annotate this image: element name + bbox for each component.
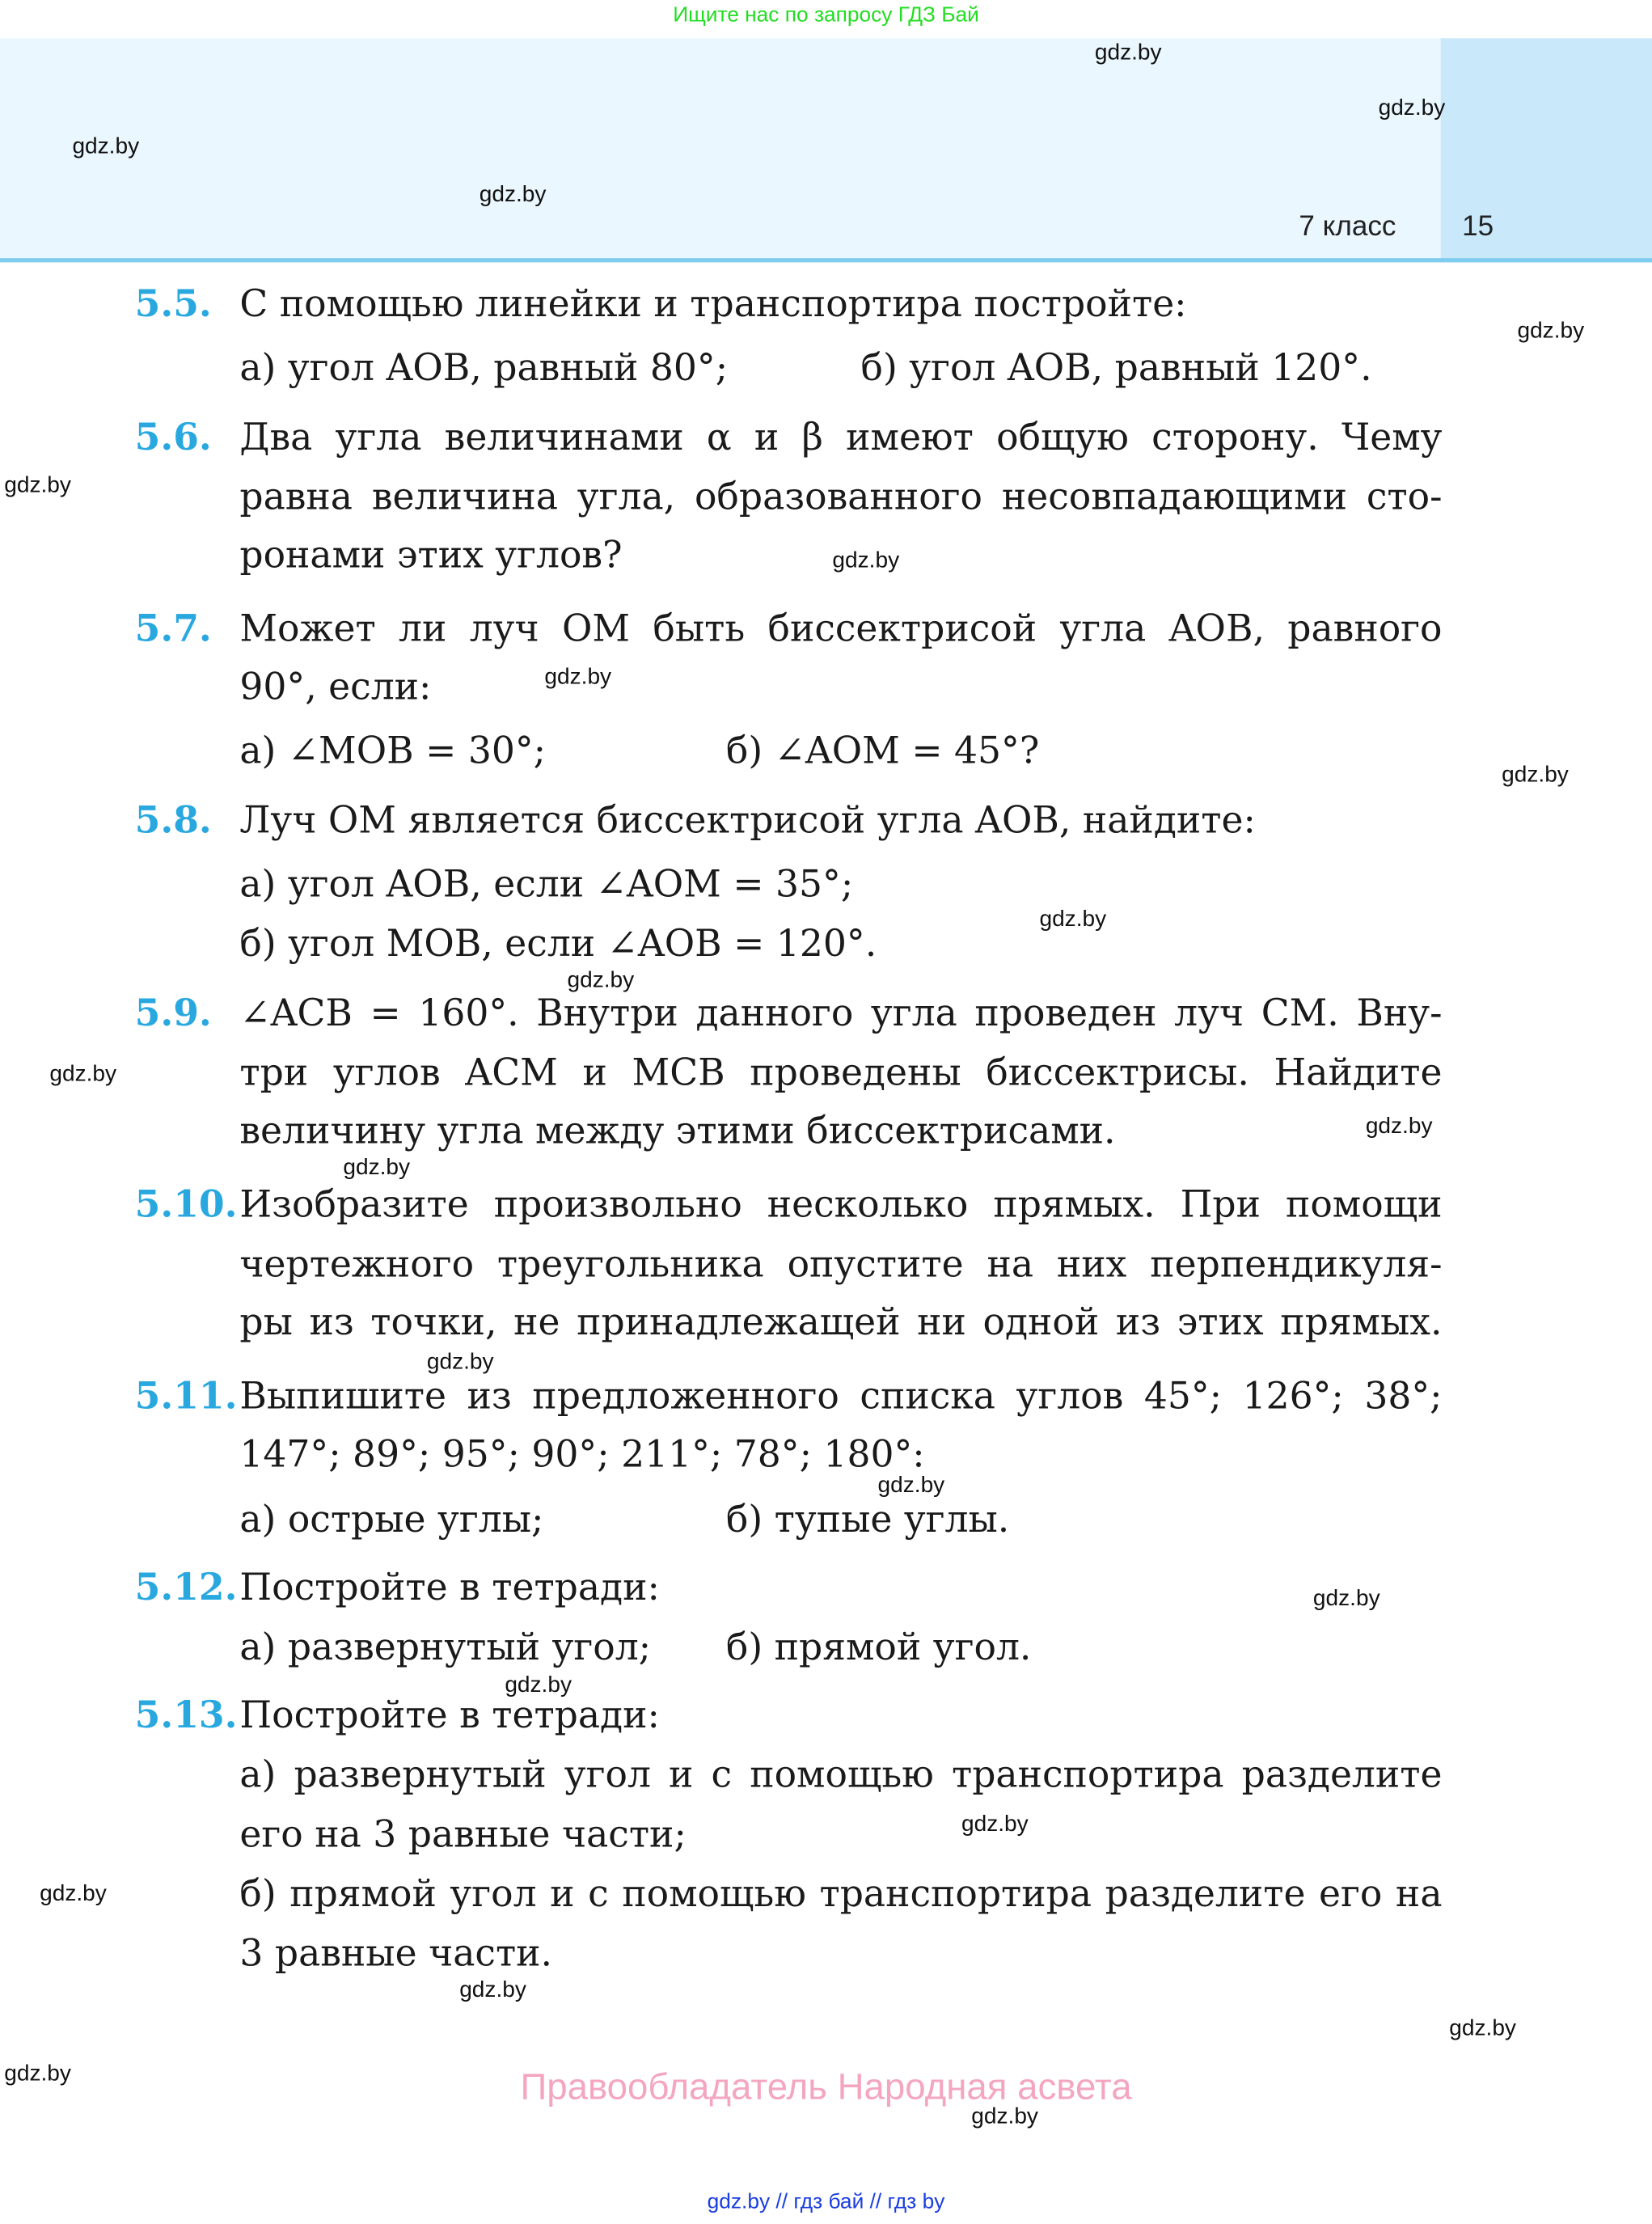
problem-line: три углов ACM и MCB проведены биссектрисы. Найдите	[239, 1052, 1443, 1095]
problem-line: Постройте в тетради:	[239, 1567, 660, 1610]
watermark: gdz.by	[1365, 1114, 1433, 1139]
page-number: 15	[1462, 211, 1494, 243]
header-divider	[0, 258, 1652, 262]
problem-line: б) угол MOB, если ∠AOB = 120°.	[239, 923, 877, 966]
problem-line: Изобразите произвольно несколько прямых. При помощи	[239, 1184, 1443, 1227]
problem-option: б) тупые углы.	[725, 1499, 1010, 1542]
problem-line: величину угла между этими биссектрисами.	[239, 1110, 1116, 1153]
footer-links[interactable]: gdz.by // гдз бай // гдз by	[707, 2189, 945, 2214]
problem-option: а) развернутый угол;	[239, 1626, 652, 1670]
watermark: gdz.by	[49, 1062, 117, 1087]
watermark: gdz.by	[1312, 1587, 1380, 1612]
watermark: gdz.by	[459, 1978, 526, 2003]
problem-line: ронами этих углов?	[239, 535, 623, 577]
problem-line: 3 равные части.	[239, 1933, 553, 1976]
problem-line: ры из точки, не принадлежащей ни одной из этих прямых.	[239, 1301, 1443, 1345]
problem-line: Два угла величинами α и β имеют общую сторону. Чему	[239, 416, 1443, 460]
search-hint: Ищите нас по запросу ГДЗ Бай	[673, 2, 979, 27]
problem-line: равна величина угла, образованного несовпадающими сто-	[239, 476, 1443, 519]
watermark: gdz.by	[40, 1882, 107, 1906]
problem-line: Постройте в тетради:	[239, 1694, 660, 1738]
problem-number: 5.11.	[134, 1376, 238, 1419]
problem-number: 5.9.	[134, 992, 212, 1036]
problem-number: 5.5.	[134, 283, 212, 327]
watermark: gdz.by	[877, 1474, 945, 1498]
watermark: gdz.by	[1502, 763, 1569, 788]
problem-line: ∠ACB = 160°. Внутри данного угла проведен луч CM. Вну-	[239, 992, 1443, 1036]
watermark: gdz.by	[479, 183, 547, 208]
problem-option: а) ∠MOB = 30°;	[239, 730, 547, 773]
problem-line: 90°, если:	[239, 666, 432, 709]
problem-line: а) угол AOB, если ∠AOM = 35°;	[239, 864, 854, 907]
problem-line: Луч OM является биссектрисой угла AOB, найдите:	[239, 800, 1256, 843]
watermark: gdz.by	[1517, 319, 1585, 344]
watermark: gdz.by	[961, 1812, 1029, 1837]
problem-line: чертежного треугольника опустите на них перпендикуля-	[239, 1243, 1443, 1287]
problem-number: 5.10.	[134, 1184, 238, 1227]
problem-number: 5.8.	[134, 800, 212, 843]
problem-line: Может ли луч OM быть биссектрисой угла AOB, равного	[239, 608, 1443, 651]
watermark: gdz.by	[544, 665, 612, 690]
problem-line: б) прямой угол и с помощью транспортира разделите его на	[239, 1873, 1443, 1917]
problem-line: Выпишите из предложенного списка углов 45°; 126°; 38°;	[239, 1376, 1443, 1419]
watermark: gdz.by	[971, 2104, 1038, 2129]
problem-number: 5.6.	[134, 416, 212, 460]
watermark: gdz.by	[72, 134, 140, 159]
problem-line: а) развернутый угол и с помощью транспортира разделите	[239, 1754, 1443, 1797]
problem-option: б) угол AOB, равный 120°.	[860, 347, 1372, 391]
header-band	[0, 38, 1441, 260]
watermark: gdz.by	[1378, 96, 1446, 121]
problem-option: б) ∠AOM = 45°?	[725, 730, 1040, 773]
copyright-notice: Правообладатель Народная асвета	[520, 2065, 1132, 2108]
watermark: gdz.by	[343, 1156, 411, 1181]
problem-line: его на 3 равные части;	[239, 1813, 687, 1857]
watermark: gdz.by	[426, 1350, 494, 1375]
problem-option: а) угол AOB, равный 80°;	[239, 347, 729, 391]
watermark: gdz.by	[1094, 40, 1162, 66]
problem-option: а) острые углы;	[239, 1499, 544, 1542]
watermark: gdz.by	[4, 473, 71, 498]
watermark: gdz.by	[1449, 2016, 1516, 2041]
watermark: gdz.by	[505, 1673, 572, 1698]
problem-number: 5.12.	[134, 1567, 238, 1610]
problem-number: 5.13.	[134, 1694, 238, 1738]
problem-line: 147°; 89°; 95°; 90°; 211°; 78°; 180°:	[239, 1433, 925, 1477]
problem-option: б) прямой угол.	[725, 1626, 1032, 1670]
watermark: gdz.by	[832, 548, 900, 573]
watermark: gdz.by	[1039, 907, 1107, 932]
grade-label: 7 класс	[1299, 211, 1396, 243]
problem-line: С помощью линейки и транспортира постройте:	[239, 283, 1187, 327]
watermark: gdz.by	[4, 2061, 71, 2087]
problem-number: 5.7.	[134, 608, 212, 651]
watermark: gdz.by	[567, 968, 635, 993]
